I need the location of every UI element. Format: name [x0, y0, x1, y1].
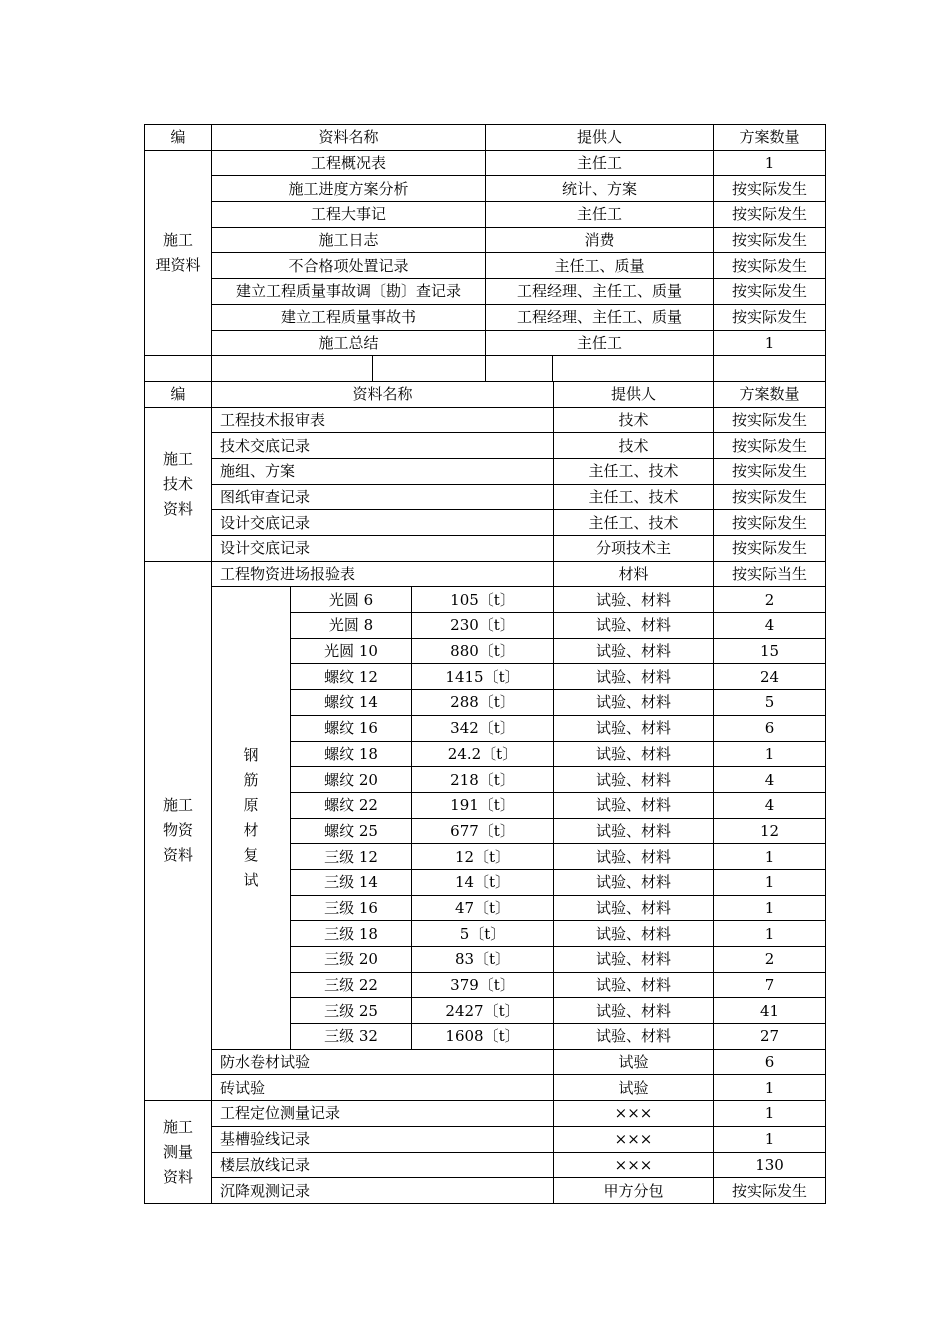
item-quantity: 1 — [714, 869, 826, 895]
table-row — [145, 458, 826, 484]
category-cell-line: 资料 — [162, 1167, 193, 1186]
steel-test-label-line: 钢 — [243, 746, 259, 765]
steel-test-label-line: 复 — [243, 846, 259, 865]
item-provider: 试验、材料 — [554, 715, 714, 741]
table-row — [145, 561, 826, 587]
item-provider: 材料 — [554, 561, 714, 587]
steel-spec: 三级 32 — [291, 1024, 412, 1050]
spacer-table — [144, 355, 826, 382]
category-cell-line: 物资 — [162, 821, 193, 840]
empty-cell — [145, 356, 212, 382]
table-row — [145, 202, 826, 228]
category-cell-line: 资料 — [162, 499, 193, 518]
item-name: 工程概况表 — [212, 150, 486, 176]
item-quantity: 按实际发生 — [714, 253, 826, 279]
item-name: 工程技术报审表 — [212, 407, 554, 433]
category-cell-line: 技术 — [162, 474, 193, 493]
item-provider: 试验、材料 — [554, 613, 714, 639]
steel-spec: 三级 14 — [291, 869, 412, 895]
table-row — [145, 510, 826, 536]
steel-amount: 230〔t〕 — [412, 613, 554, 639]
header-quantity: 方案数量 — [714, 125, 826, 151]
item-provider: 主任工、质量 — [486, 253, 714, 279]
item-provider: 统计、方案 — [486, 176, 714, 202]
steel-test-label-line: 材 — [243, 821, 259, 840]
category-cell-line: 施工 — [162, 230, 193, 249]
item-provider: 主任工 — [486, 202, 714, 228]
steel-amount: 47〔t〕 — [412, 895, 554, 921]
item-quantity: 1 — [714, 741, 826, 767]
steel-amount: 1415〔t〕 — [412, 664, 554, 690]
document-sheet — [144, 124, 825, 1204]
steel-spec: 三级 25 — [291, 998, 412, 1024]
item-quantity: 按实际发生 — [714, 458, 826, 484]
item-quantity: 按实际发生 — [714, 510, 826, 536]
category-cell-line: 施工 — [162, 449, 193, 468]
steel-spec: 螺纹 18 — [291, 741, 412, 767]
item-provider: 主任工、技术 — [554, 484, 714, 510]
steel-test-label-line: 试 — [243, 871, 259, 890]
item-quantity: 按实际发生 — [714, 176, 826, 202]
item-name: 设计交底记录 — [212, 536, 554, 562]
category-cell — [145, 407, 212, 561]
steel-amount: 5〔t〕 — [412, 921, 554, 947]
item-provider: 主任工 — [486, 150, 714, 176]
item-name: 施工日志 — [212, 227, 486, 253]
item-provider: 试验、材料 — [554, 792, 714, 818]
header-provider: 提供人 — [554, 381, 714, 407]
item-quantity: 按实际当生 — [714, 561, 826, 587]
steel-spec: 螺纹 14 — [291, 690, 412, 716]
table-row — [145, 150, 826, 176]
item-quantity: 按实际发生 — [714, 407, 826, 433]
item-quantity: 按实际发生 — [714, 202, 826, 228]
steel-spec: 螺纹 12 — [291, 664, 412, 690]
item-provider: 工程经理、主任工、质量 — [486, 279, 714, 305]
item-quantity: 6 — [714, 715, 826, 741]
item-quantity: 7 — [714, 972, 826, 998]
item-provider: 试验、材料 — [554, 741, 714, 767]
table-row — [145, 304, 826, 330]
item-name: 砖试验 — [212, 1075, 554, 1101]
category-cell-line: 理资料 — [155, 255, 201, 274]
item-provider: 试验、材料 — [554, 869, 714, 895]
header-provider: 提供人 — [486, 125, 714, 151]
table-row — [145, 1049, 826, 1075]
item-quantity: 按实际发生 — [714, 536, 826, 562]
item-name: 基槽验线记录 — [212, 1126, 554, 1152]
item-provider: 试验、材料 — [554, 587, 714, 613]
item-quantity: 4 — [714, 767, 826, 793]
steel-spec: 螺纹 16 — [291, 715, 412, 741]
steel-spec: 螺纹 20 — [291, 767, 412, 793]
steel-amount: 880〔t〕 — [412, 638, 554, 664]
item-quantity: 按实际发生 — [714, 304, 826, 330]
item-quantity: 27 — [714, 1024, 826, 1050]
item-provider: 试验、材料 — [554, 664, 714, 690]
empty-cell — [373, 356, 486, 382]
item-quantity: 41 — [714, 998, 826, 1024]
empty-cell — [486, 356, 553, 382]
item-quantity: 1 — [714, 921, 826, 947]
steel-spec: 螺纹 25 — [291, 818, 412, 844]
item-quantity: 12 — [714, 818, 826, 844]
item-provider: 主任工、技术 — [554, 458, 714, 484]
item-provider: 主任工、技术 — [554, 510, 714, 536]
steel-amount: 2427〔t〕 — [412, 998, 554, 1024]
table-row — [145, 433, 826, 459]
category-cell — [145, 1101, 212, 1204]
item-quantity: 4 — [714, 613, 826, 639]
item-quantity: 15 — [714, 638, 826, 664]
category-cell — [145, 150, 212, 356]
item-quantity: 130 — [714, 1152, 826, 1178]
steel-spec: 三级 18 — [291, 921, 412, 947]
item-provider: 主任工 — [486, 330, 714, 356]
table-row — [145, 1101, 826, 1127]
steel-spec: 三级 22 — [291, 972, 412, 998]
item-provider: 工程经理、主任工、质量 — [486, 304, 714, 330]
item-provider: 试验、材料 — [554, 767, 714, 793]
item-provider: 试验、材料 — [554, 844, 714, 870]
category-cell-line: 施工 — [162, 1117, 193, 1136]
item-provider: 技术 — [554, 433, 714, 459]
item-quantity: 1 — [714, 150, 826, 176]
materials-table — [144, 381, 826, 1204]
item-name: 施工进度方案分析 — [212, 176, 486, 202]
item-provider: ××× — [554, 1152, 714, 1178]
steel-spec: 三级 20 — [291, 947, 412, 973]
management-table — [144, 124, 826, 356]
item-quantity: 按实际发生 — [714, 433, 826, 459]
item-provider: 试验、材料 — [554, 1024, 714, 1050]
steel-amount: 191〔t〕 — [412, 792, 554, 818]
steel-amount: 288〔t〕 — [412, 690, 554, 716]
item-quantity: 1 — [714, 1101, 826, 1127]
table-row — [145, 279, 826, 305]
steel-amount: 218〔t〕 — [412, 767, 554, 793]
item-name: 工程定位测量记录 — [212, 1101, 554, 1127]
table-row — [145, 536, 826, 562]
item-name: 建立工程质量事故书 — [212, 304, 486, 330]
item-provider: 分项技术主 — [554, 536, 714, 562]
item-provider: 试验、材料 — [554, 638, 714, 664]
table-row — [145, 253, 826, 279]
item-name: 工程物资进场报验表 — [212, 561, 554, 587]
empty-row — [145, 356, 826, 382]
category-cell-line: 施工 — [162, 796, 193, 815]
steel-spec: 光圆 10 — [291, 638, 412, 664]
item-provider: 试验 — [554, 1075, 714, 1101]
steel-spec: 光圆 6 — [291, 587, 412, 613]
steel-amount: 105〔t〕 — [412, 587, 554, 613]
steel-test-label-line: 原 — [243, 796, 259, 815]
item-provider: ××× — [554, 1126, 714, 1152]
item-quantity: 2 — [714, 947, 826, 973]
item-name: 防水卷材试验 — [212, 1049, 554, 1075]
header-code: 编 — [145, 125, 212, 151]
item-provider: 消费 — [486, 227, 714, 253]
item-name: 施组、方案 — [212, 458, 554, 484]
table-row — [145, 1178, 826, 1204]
item-provider: 试验、材料 — [554, 895, 714, 921]
steel-amount: 12〔t〕 — [412, 844, 554, 870]
table-row — [145, 1152, 826, 1178]
item-quantity: 按实际发生 — [714, 1178, 826, 1204]
item-quantity: 2 — [714, 587, 826, 613]
steel-amount: 1608〔t〕 — [412, 1024, 554, 1050]
steel-amount: 24.2〔t〕 — [412, 741, 554, 767]
steel-spec: 螺纹 22 — [291, 792, 412, 818]
table-header-row — [145, 381, 826, 407]
item-quantity: 1 — [714, 1075, 826, 1101]
category-cell — [145, 561, 212, 1100]
table-row — [145, 176, 826, 202]
item-name: 不合格项处置记录 — [212, 253, 486, 279]
empty-cell — [553, 356, 714, 382]
table-row — [145, 330, 826, 356]
table-header-row — [145, 125, 826, 151]
steel-amount: 677〔t〕 — [412, 818, 554, 844]
header-code: 编 — [145, 381, 212, 407]
category-cell-line: 资料 — [162, 846, 193, 865]
item-provider: 试验、材料 — [554, 921, 714, 947]
steel-test-row — [145, 587, 826, 613]
item-quantity: 按实际发生 — [714, 484, 826, 510]
header-name: 资料名称 — [212, 125, 486, 151]
item-name: 设计交底记录 — [212, 510, 554, 536]
steel-amount: 14〔t〕 — [412, 869, 554, 895]
header-quantity: 方案数量 — [714, 381, 826, 407]
item-provider: 试验 — [554, 1049, 714, 1075]
steel-amount: 83〔t〕 — [412, 947, 554, 973]
steel-amount: 379〔t〕 — [412, 972, 554, 998]
item-quantity: 1 — [714, 895, 826, 921]
item-name: 图纸审查记录 — [212, 484, 554, 510]
item-quantity: 1 — [714, 844, 826, 870]
steel-spec: 光圆 8 — [291, 613, 412, 639]
table-row — [145, 227, 826, 253]
table-row — [145, 1126, 826, 1152]
item-name: 技术交底记录 — [212, 433, 554, 459]
steel-amount: 342〔t〕 — [412, 715, 554, 741]
table-row — [145, 484, 826, 510]
steel-spec: 三级 16 — [291, 895, 412, 921]
item-provider: 试验、材料 — [554, 972, 714, 998]
item-quantity: 按实际发生 — [714, 227, 826, 253]
category-cell-line: 测量 — [162, 1142, 193, 1161]
empty-cell — [714, 356, 826, 382]
item-provider: 试验、材料 — [554, 947, 714, 973]
item-provider: 甲方分包 — [554, 1178, 714, 1204]
item-provider: 试验、材料 — [554, 998, 714, 1024]
header-name: 资料名称 — [212, 381, 554, 407]
empty-cell — [212, 356, 373, 382]
item-quantity: 24 — [714, 664, 826, 690]
table-row — [145, 1075, 826, 1101]
item-quantity: 5 — [714, 690, 826, 716]
steel-test-label-line: 筋 — [243, 771, 259, 790]
steel-spec: 三级 12 — [291, 844, 412, 870]
item-name: 工程大事记 — [212, 202, 486, 228]
item-name: 建立工程质量事故调〔勘〕查记录 — [212, 279, 486, 305]
item-provider: ××× — [554, 1101, 714, 1127]
steel-test-label — [212, 587, 291, 1049]
item-provider: 试验、材料 — [554, 818, 714, 844]
table-row — [145, 407, 826, 433]
item-quantity: 1 — [714, 1126, 826, 1152]
item-quantity: 4 — [714, 792, 826, 818]
item-quantity: 按实际发生 — [714, 279, 826, 305]
item-name: 施工总结 — [212, 330, 486, 356]
item-name: 楼层放线记录 — [212, 1152, 554, 1178]
item-quantity: 6 — [714, 1049, 826, 1075]
item-quantity: 1 — [714, 330, 826, 356]
item-provider: 试验、材料 — [554, 690, 714, 716]
item-provider: 技术 — [554, 407, 714, 433]
item-name: 沉降观测记录 — [212, 1178, 554, 1204]
